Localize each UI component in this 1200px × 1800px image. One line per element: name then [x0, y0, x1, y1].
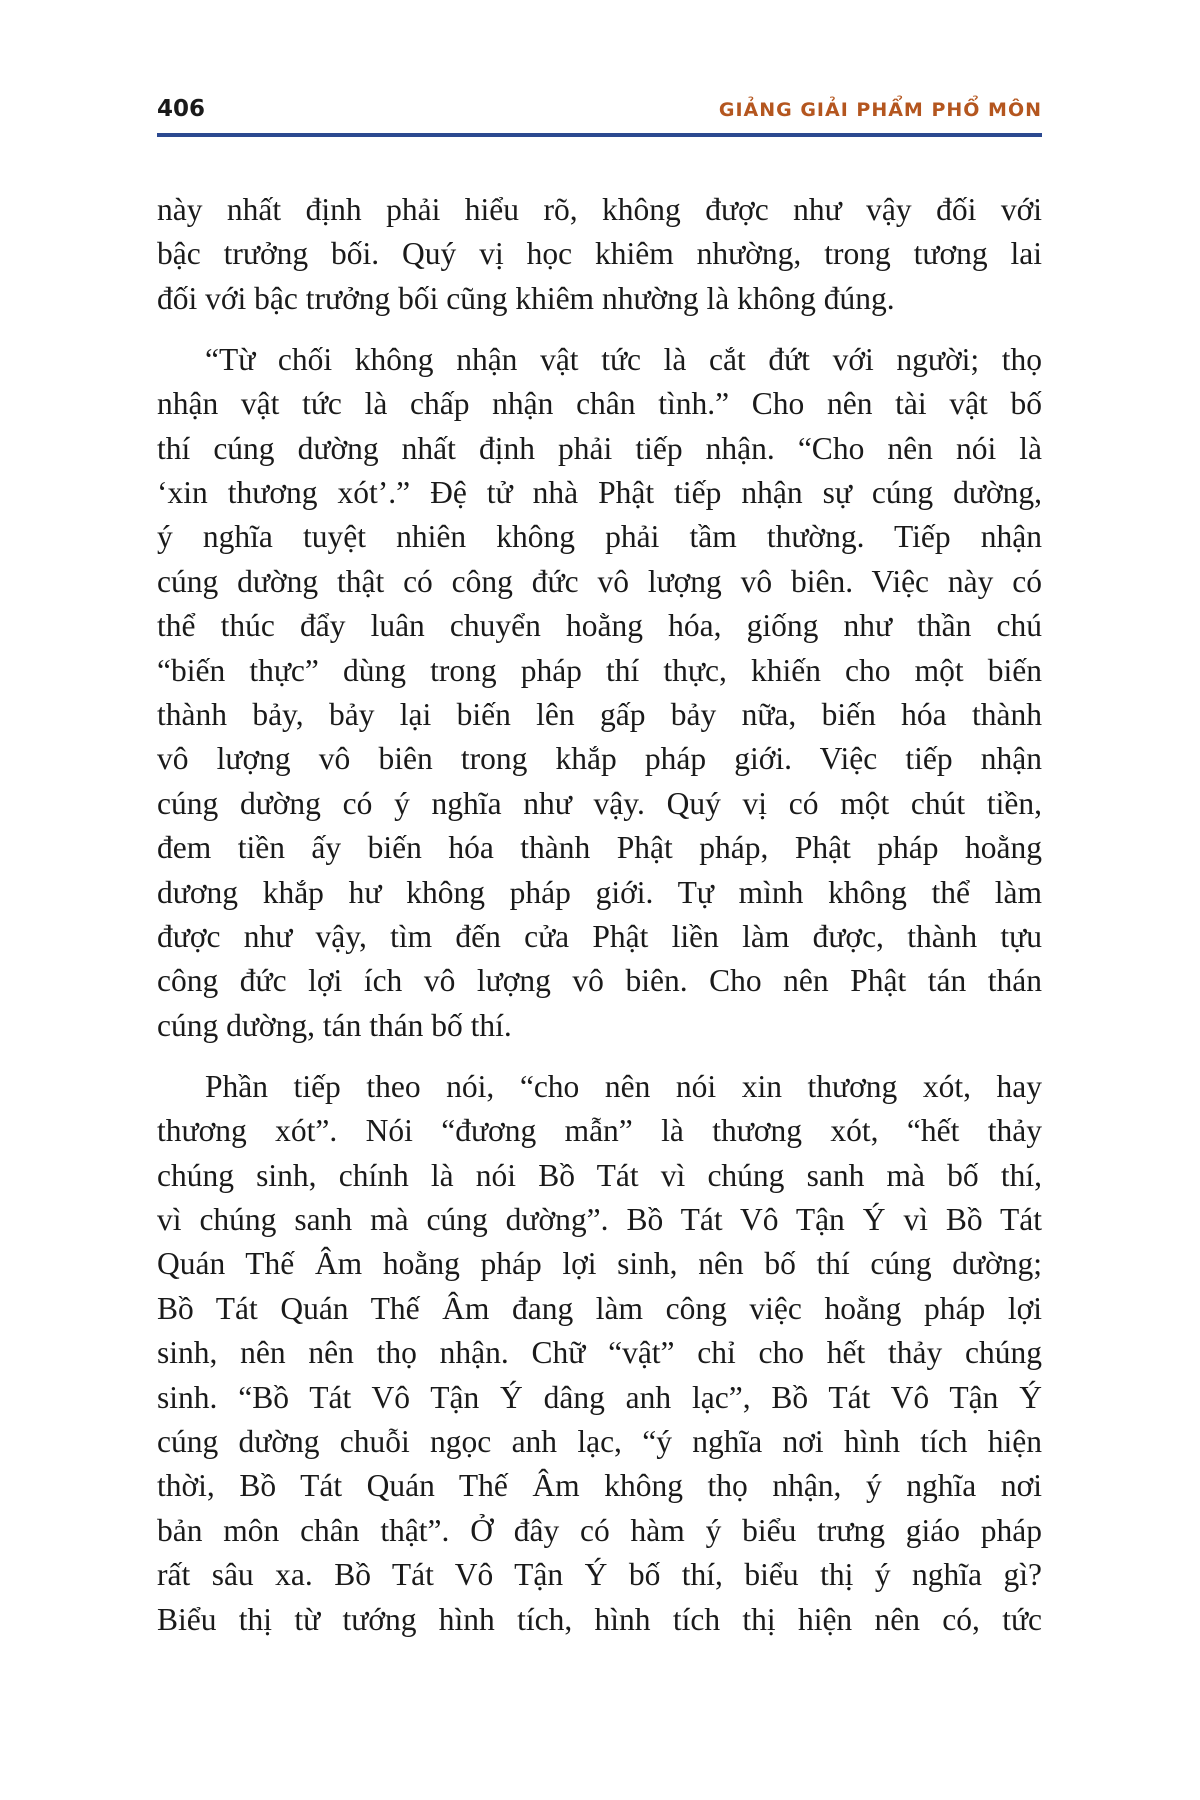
text-line: vô lượng vô biên trong khắp pháp giới. Việc tiếp nhận [157, 741, 1042, 777]
text-line: cúng dường có ý nghĩa như vậy. Quý vị có một chút tiền, [157, 785, 1042, 821]
text-line: rất sâu xa. Bồ Tát Vô Tận Ý bố thí, biểu thị ý nghĩa gì? [157, 1557, 1042, 1593]
text-line: được như vậy, tìm đến cửa Phật liền làm được, thành tựu [157, 919, 1042, 954]
text-line: công đức lợi ích vô lượng vô biên. Cho nên Phật tán thán [157, 963, 1042, 999]
text-line: nhận vật tức là chấp nhận chân tình.” Cho nên tài vật bố [157, 386, 1042, 422]
text-line: đem tiền ấy biến hóa thành Phật pháp, Phật pháp hoằng [157, 830, 1042, 866]
text-line: Phần tiếp theo nói, “cho nên nói xin thương xót, hay [205, 1068, 1042, 1104]
text-line: ‘xin thương xót’.” Đệ tử nhà Phật tiếp nhận sự cúng dường, [157, 474, 1042, 510]
text-line: thành bảy, bảy lại biến lên gấp bảy nữa, biến hóa thành [157, 696, 1042, 732]
text-line: dương khắp hư không pháp giới. Tự mình không thể làm [157, 874, 1042, 910]
page-number: 406 [157, 96, 206, 122]
text-line: Quán Thế Âm hoằng pháp lợi sinh, nên bố thí cúng dường; [157, 1246, 1042, 1282]
paragraph [157, 1065, 1042, 1642]
paragraph [157, 338, 1042, 1049]
text-line: thương xót”. Nói “đương mẫn” là thương xót, “hết thảy [157, 1113, 1042, 1149]
text-line: đối với bậc trưởng bối cũng khiêm nhường là không đúng. [157, 280, 895, 316]
text-line: Biểu thị từ tướng hình tích, hình tích thị hiện nên có, tức [157, 1601, 1042, 1637]
text-line: chúng sinh, chính là nói Bồ Tát vì chúng sanh mà bố thí, [157, 1157, 1042, 1193]
text-line: bậc trưởng bối. Quý vị học khiêm nhường, trong tương lai [157, 236, 1042, 272]
text-line: sinh. “Bồ Tát Vô Tận Ý dâng anh lạc”, Bồ Tát Vô Tận Ý [157, 1379, 1042, 1415]
text-line: vì chúng sanh mà cúng dường”. Bồ Tát Vô Tận Ý vì Bồ Tát [157, 1201, 1042, 1237]
text-line: thí cúng dường nhất định phải tiếp nhận. “Cho nên nói là [157, 430, 1042, 466]
text-line: thể thúc đẩy luân chuyển hoằng hóa, giống như thần chú [157, 608, 1042, 644]
text-line: thời, Bồ Tát Quán Thế Âm không thọ nhận, ý nghĩa nơi [157, 1468, 1042, 1504]
text-line: sinh, nên nên thọ nhận. Chữ “vật” chỉ cho hết thảy chúng [157, 1335, 1042, 1371]
text-line: bản môn chân thật”. Ở đây có hàm ý biểu trưng giáo pháp [157, 1512, 1042, 1548]
text-line: ý nghĩa tuyệt nhiên không phải tầm thường. Tiếp nhận [157, 519, 1042, 555]
body-text [157, 188, 1042, 1659]
running-title: GIẢNG GIẢI PHẨM PHỔ MÔN [718, 99, 1042, 121]
paragraph [157, 188, 1042, 321]
text-line: “Từ chối không nhận vật tức là cắt đứt với người; thọ [205, 341, 1042, 377]
text-line: “biến thực” dùng trong pháp thí thực, khiến cho một biến [157, 652, 1042, 688]
header-rule [157, 133, 1042, 137]
text-line: cúng dường, tán thán bố thí. [157, 1007, 512, 1043]
text-line: này nhất định phải hiểu rõ, không được như vậy đối với [157, 192, 1042, 227]
text-line: Bồ Tát Quán Thế Âm đang làm công việc hoằng pháp lợi [157, 1290, 1042, 1326]
text-line: cúng dường chuỗi ngọc anh lạc, “ý nghĩa nơi hình tích hiện [157, 1423, 1042, 1459]
text-line: cúng dường thật có công đức vô lượng vô biên. Việc này có [157, 563, 1042, 599]
